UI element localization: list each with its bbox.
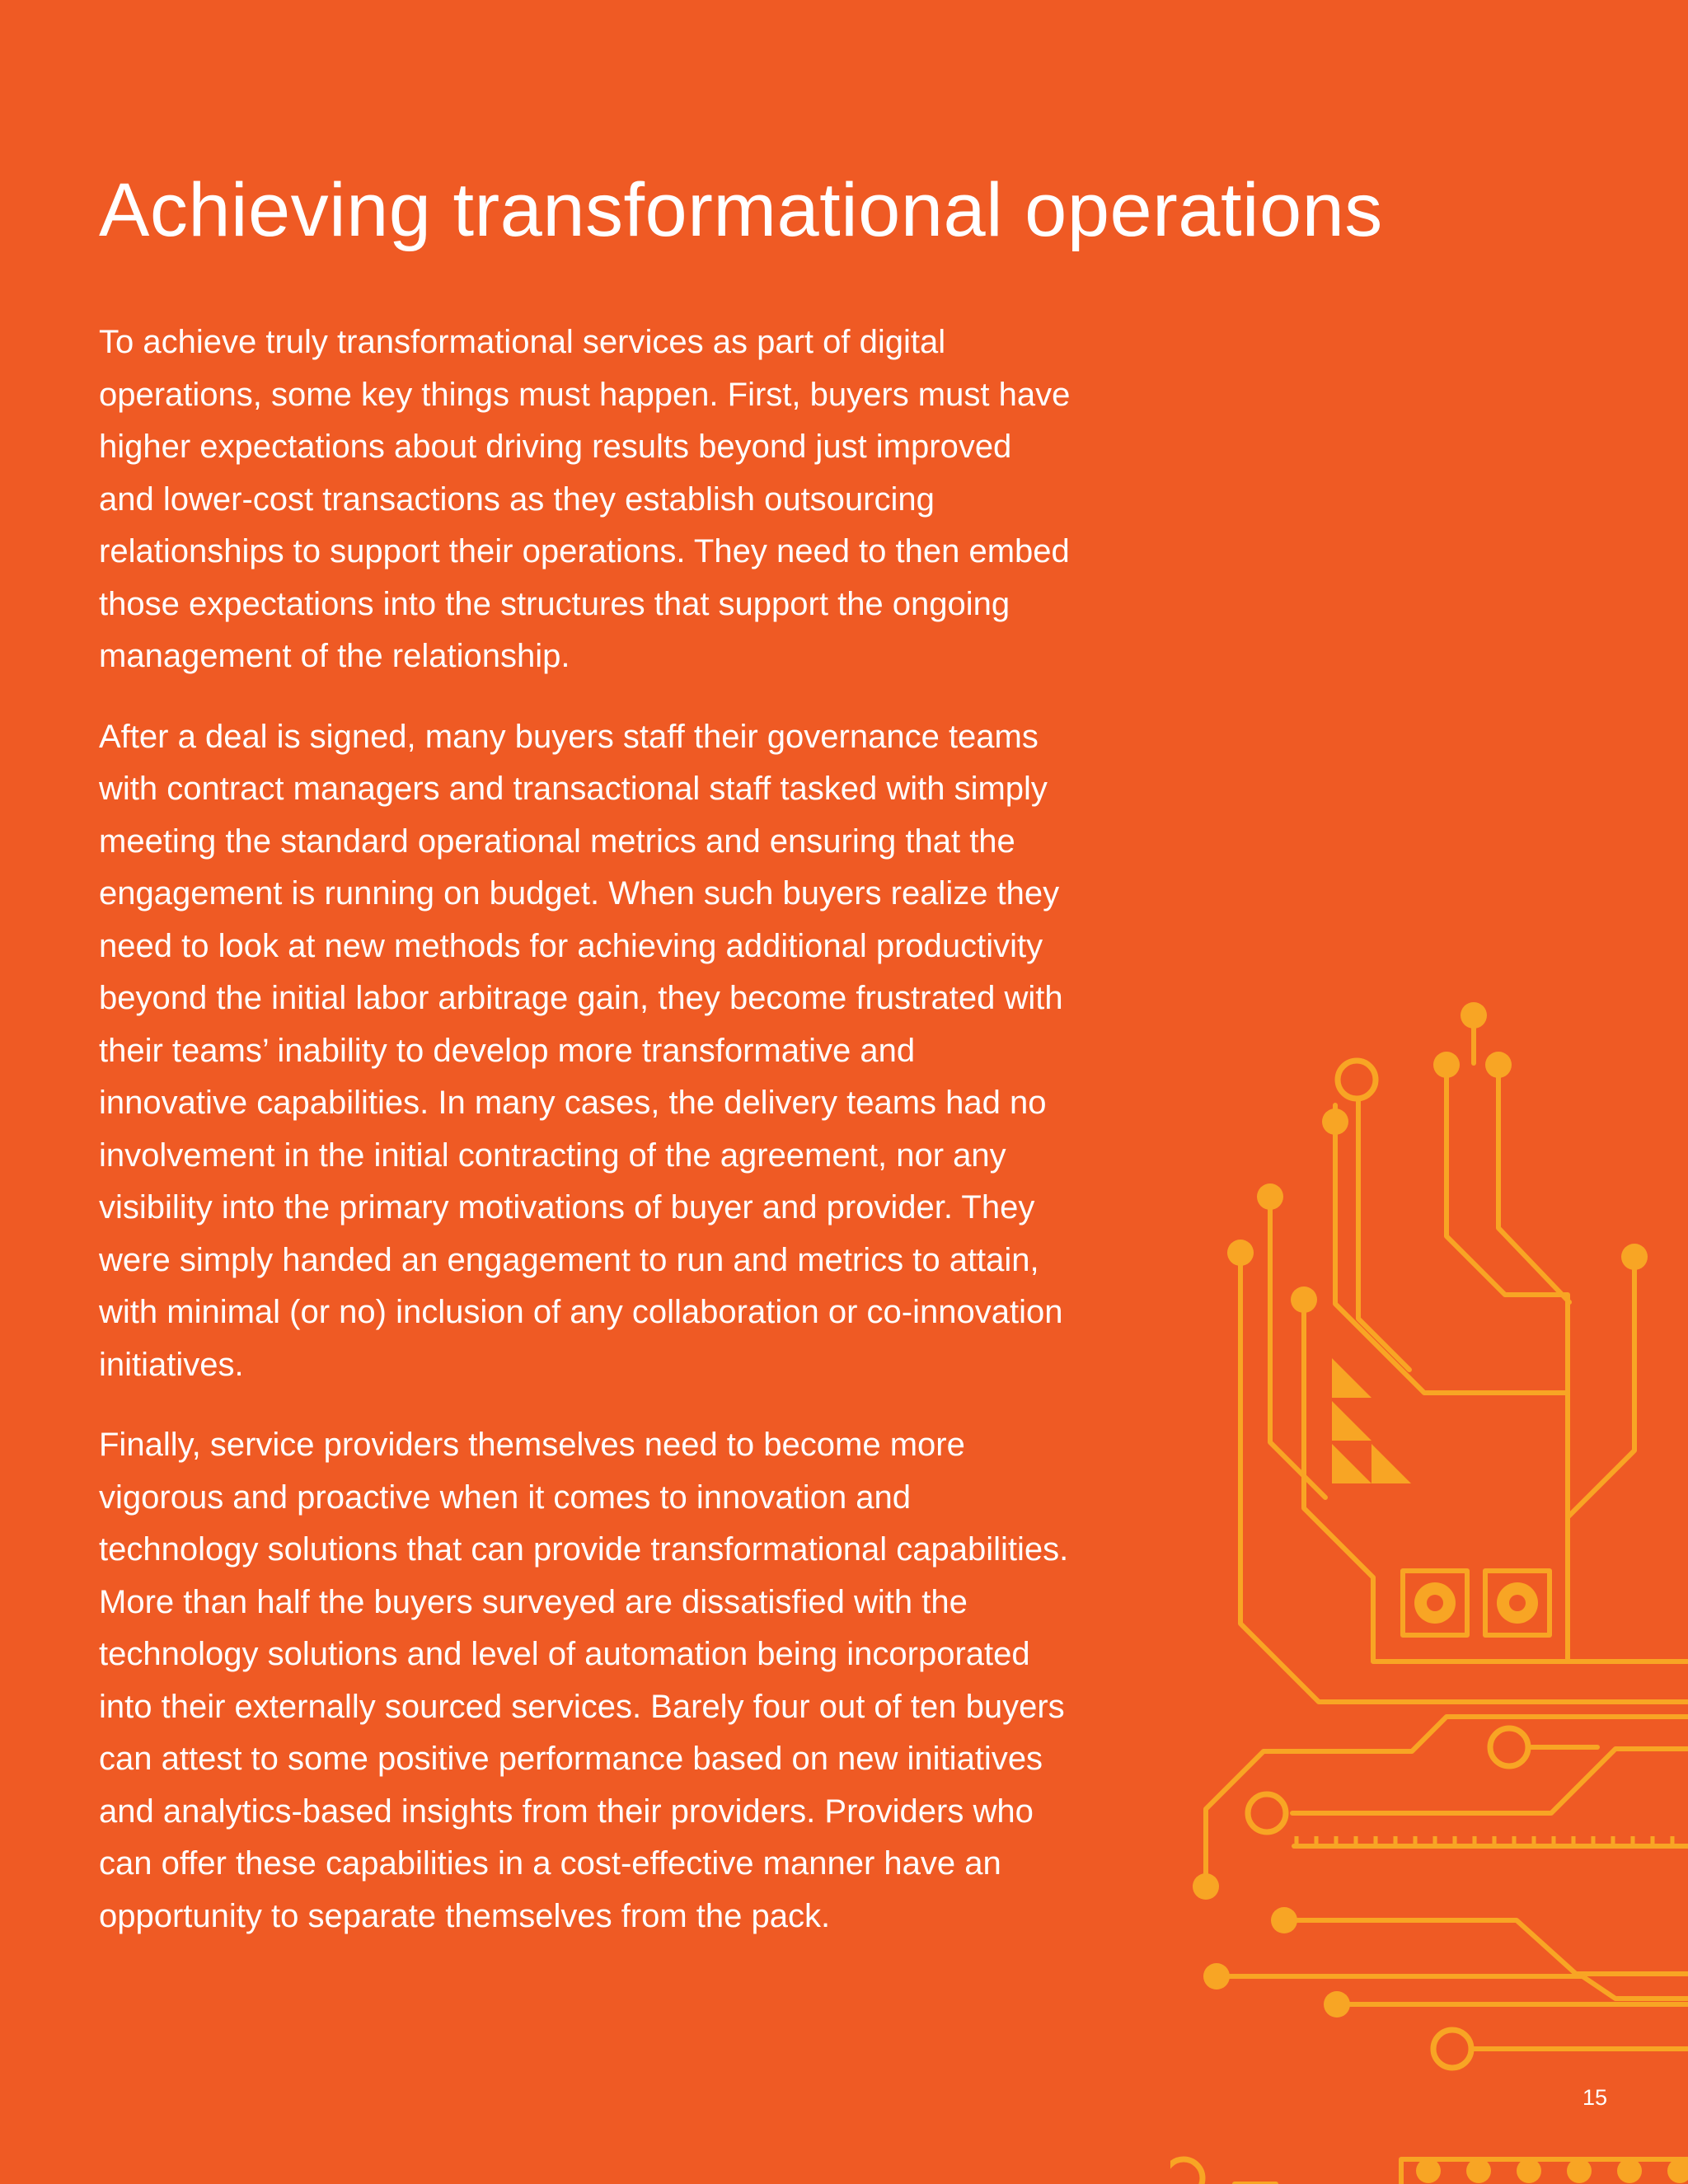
page-title: Achieving transformational operations [99, 168, 1383, 252]
paragraph-2: After a deal is signed, many buyers staff their governance teams with contract managers and transactional staff tasked with simply meeting the standard operational metrics and ensuring that the engagement is running on budget. When such buyers realize they need to look at new methods for achieving additional productivity beyond the initial labor arbitrage gain, they become frustrated with their teams’ inability to develop more transformative and innovative capabilities. In many cases, the delivery teams had no involvement in the initial contracting of the agreement, nor any visibility into the primary motivations of buyer and provider. They were simply handed an engagement to run and metrics to attain, with minimal (or no) inclusion of any collaboration or co-innovation initiatives. [99, 718, 1063, 1383]
circuit-board-icon [1170, 981, 1688, 2184]
body-text [99, 316, 1071, 1971]
paragraph-1: To achieve truly transformational services as part of digital operations, some key things must happen. First, buyers must have higher expectations about driving results beyond just improved and lower-cost transactions as they establish outsourcing relationships to support their operations. They need to then embed those expectations into the structures that support the ongoing management of the relationship. [99, 324, 1071, 674]
paragraph-3: Finally, service providers themselves need to become more vigorous and proactive when it comes to innovation and technology solutions that can provide transformational capabilities. More than half the buyers surveyed are dissatisfied with the technology solutions and level of automation being incorporated into their externally sourced services. Barely four out of ten buyers can attest to some positive performance based on new initiatives and analytics-based insights from their providers. Providers who can offer these capabilities in a cost-effective manner have an opportunity to separate themselves from the pack. [99, 1427, 1069, 1934]
page-number: 15 [1582, 2085, 1607, 2110]
